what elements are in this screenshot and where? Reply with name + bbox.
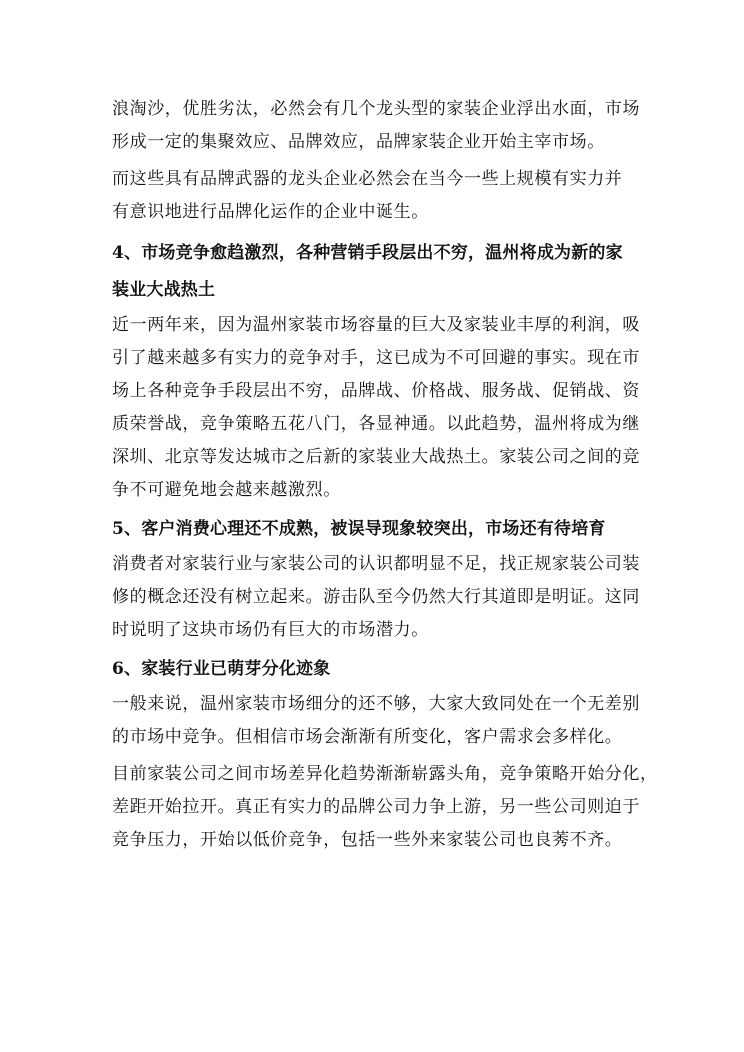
text-line: 一般来说，温州家装市场细分的还不够，大家大致同处在一个无差别 [112, 694, 640, 714]
text-line: 修的概念还没有树立起来。游击队至今仍然大行其道即是明证。这同 [112, 587, 640, 607]
text-line: 消费者对家装行业与家装公司的认识都明显不足，找正规家装公司装 [112, 554, 640, 574]
text-line: 近一两年来，因为温州家装市场容量的巨大及家装业丰厚的利润，吸 [112, 315, 640, 335]
text-line: 有意识地进行品牌化运作的企业中诞生。 [112, 202, 429, 222]
heading-line: 5、客户消费心理还不成熟，被误导现象较突出，市场还有待培育 [112, 519, 606, 539]
document-page [112, 93, 658, 857]
paragraph-market-segmentation [112, 688, 642, 754]
text-line: 引了越来越多有实力的竞争对手，这已成为不可回避的事实。现在市 [112, 348, 640, 368]
text-line: 差距开始拉开。真正有实力的品牌公司力争上游，另一些公司则迫于 [112, 797, 640, 817]
text-line: 竞争压力，开始以低价竞争，包括一些外来家装公司也良莠不齐。 [112, 830, 623, 850]
text-line: 目前家装公司之间市场差异化趋势渐渐崭露头角，竞争策略开始分化， [112, 764, 658, 784]
paragraph-differentiation [112, 758, 658, 857]
paragraph-market-concentration [112, 93, 642, 159]
paragraph-competition [112, 309, 642, 507]
section-heading-5 [112, 511, 642, 548]
heading-line: 6、家装行业已萌芽分化迹象 [112, 659, 331, 679]
paragraph-consumer-awareness [112, 548, 642, 647]
text-line: 时说明了这块市场仍有巨大的市场潜力。 [112, 620, 429, 640]
section-heading-6 [112, 651, 642, 688]
text-line: 而这些具有品牌武器的龙头企业必然会在当今一些上规模有实力并 [112, 169, 623, 189]
text-line: 质荣誉战，竞争策略五花八门，各显神通。以此趋势，温州将成为继 [112, 414, 640, 434]
section-heading-4 [112, 235, 642, 309]
text-line: 的市场中竞争。但相信市场会渐渐有所变化，客户需求会多样化。 [112, 727, 623, 747]
heading-line: 装业大战热土 [112, 280, 216, 300]
paragraph-brand-leaders [112, 163, 642, 229]
text-line: 场上各种竞争手段层出不穷，品牌战、价格战、服务战、促销战、资 [112, 381, 640, 401]
text-line: 形成一定的集聚效应、品牌效应，品牌家装企业开始主宰市场。 [112, 132, 605, 152]
text-line: 争不可避免地会越来越激烈。 [112, 480, 341, 500]
text-line: 深圳、北京等发达城市之后新的家装业大战热土。家装公司之间的竞 [112, 447, 640, 467]
text-line: 浪淘沙，优胜劣汰，必然会有几个龙头型的家装企业浮出水面，市场 [112, 99, 640, 119]
heading-line: 4、市场竞争愈趋激烈，各种营销手段层出不穷，温州将成为新的家 [112, 243, 623, 263]
